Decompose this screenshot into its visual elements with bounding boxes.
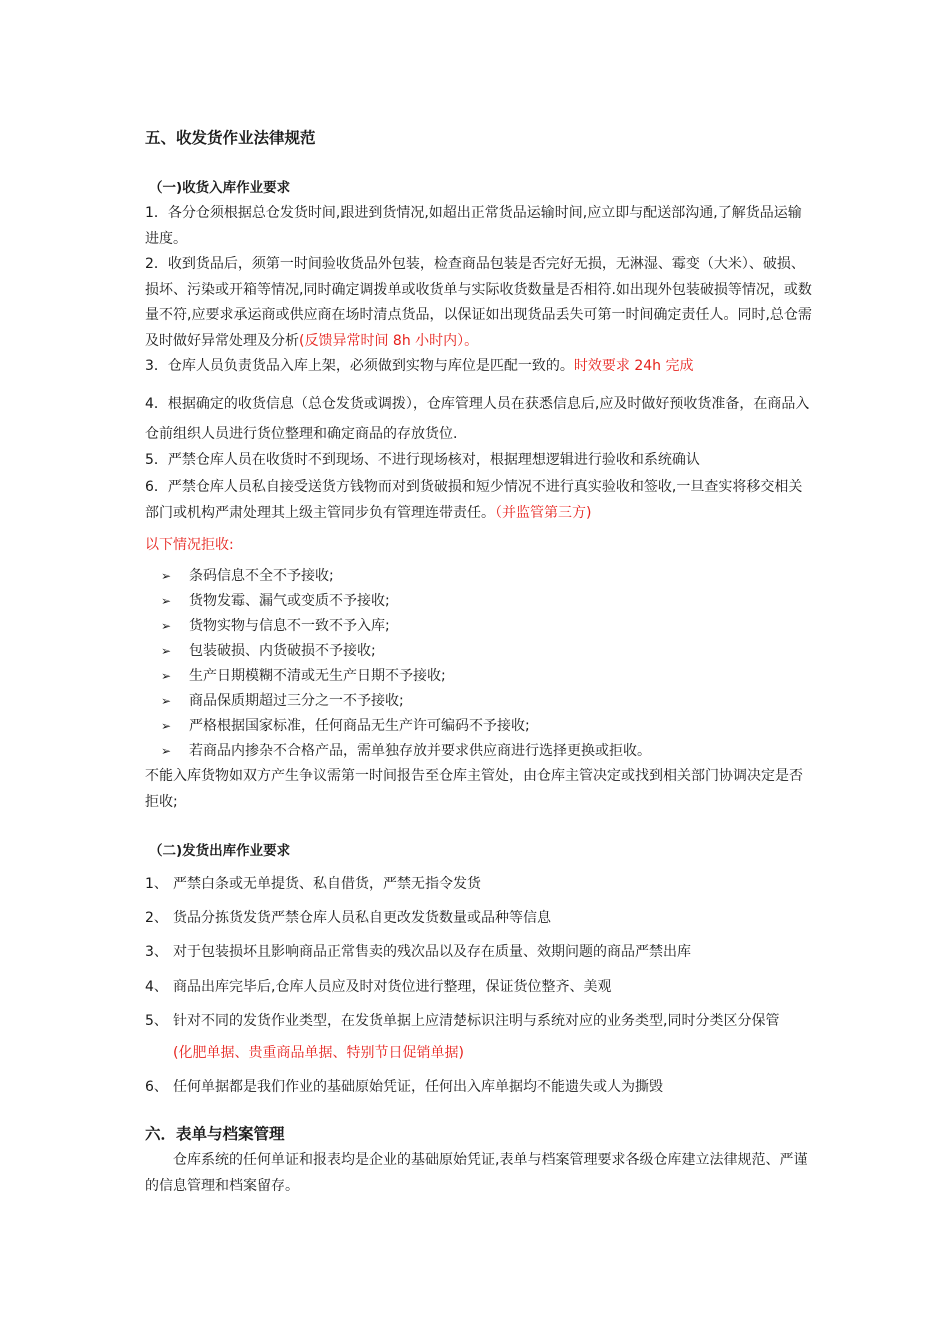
time-requirement-note: 时效要求 24h 完成 — [573, 358, 694, 374]
dispute-paragraph: 不能入库货物如双方产生争议需第一时间报告至仓库主管处，由仓库主管决定或找到相关部门协调决定是否拒收; — [145, 768, 803, 810]
list-item — [161, 690, 404, 710]
arrow-bullet-icon: ➢ — [161, 744, 172, 758]
list-item-text: 货物发霉、漏气或变质不予接收; — [189, 593, 390, 609]
list-item-number: 2、 — [145, 910, 168, 926]
arrow-bullet-icon: ➢ — [161, 644, 172, 658]
list-item — [145, 907, 551, 927]
list-item — [161, 590, 390, 610]
list-item — [145, 1010, 779, 1030]
list-item-number: 5、 — [145, 1013, 168, 1029]
list-item — [145, 873, 481, 893]
receiving-paragraph-1: 1．各分仓须根据总仓发货时间,跟进到货情况,如超出正常货品运输时间,应立即与配送部沟通,了解货品运输进度。 — [145, 205, 802, 247]
arrow-bullet-icon: ➢ — [161, 569, 172, 583]
list-item-text: 条码信息不全不予接收; — [189, 568, 334, 584]
list-item-text: 商品保质期超过三分之一不予接收; — [189, 693, 404, 709]
receiving-title: （一)收货入库作业要求 — [149, 180, 291, 196]
list-item — [161, 665, 446, 685]
receiving-paragraph-6 — [145, 475, 815, 526]
list-item — [161, 715, 530, 735]
receiving-paragraph-2-text: 2．收到货品后，须第一时间验收货品外包装，检查商品包装是否完好无损，无淋湿、霉变（大米）、破损、损坏、污染或开箱等情况,同时确定调拨单或收货单与实际收货数量是否相符.如出现外包装破损等情况，或数量不符,应要求承运商或供应商在场时清点货品，以保证如出现货品丢失可第一时间确定责任人。同时,总仓需及时做好异常处理及分析 — [145, 256, 812, 349]
receiving-paragraph-2 — [145, 252, 815, 354]
list-item — [161, 740, 651, 760]
list-item — [161, 565, 334, 585]
list-item — [145, 976, 611, 996]
list-item — [161, 615, 390, 635]
list-item-number: 6、 — [145, 1079, 168, 1095]
receiving-paragraph-3-text: 3．仓库人员负责货品入库上架，必须做到实物与库位是匹配一致的。 — [145, 358, 574, 374]
list-item-number: 1、 — [145, 876, 168, 892]
reject-title: 以下情况拒收: — [145, 537, 234, 553]
list-item-text: 若商品内掺杂不合格产品，需单独存放并要求供应商进行选择更换或拒收。 — [189, 743, 651, 759]
feedback-time-note: (反馈异常时间 8h 小时内）。 — [299, 332, 479, 349]
list-item-text: 货品分拣货发货严禁仓库人员私自更改发货数量或品种等信息 — [173, 910, 551, 926]
arrow-bullet-icon: ➢ — [161, 719, 172, 733]
receiving-paragraph-6-text: 6．严禁仓库人员私自接受送货方钱物而对到货破损和短少情况不进行真实验收和签收,一旦查实将移交相关部门或机构严肃处理其上级主管同步负有管理连带责任。 — [145, 479, 803, 521]
list-item-text: 针对不同的发货作业类型，在发货单据上应清楚标识注明与系统对应的业务类型,同时分类区分保管 — [173, 1013, 780, 1029]
list-item-text: 任何单据都是我们作业的基础原始凭证，任何出入库单据均不能遗失或人为撕毁 — [173, 1079, 663, 1095]
arrow-bullet-icon: ➢ — [161, 669, 172, 683]
section-5-title: 五、收发货作业法律规范 — [145, 129, 316, 147]
list-item-text: 对于包装损坏且影响商品正常售卖的残次品以及存在质量、效期问题的商品严禁出库 — [173, 944, 691, 960]
list-item-text: 严禁白条或无单提货、私自借货，严禁无指令发货 — [173, 876, 481, 892]
list-item — [161, 640, 376, 660]
shipping-title: （二)发货出库作业要求 — [149, 843, 291, 859]
list-item-text: 生产日期模糊不清或无生产日期不予接收; — [189, 668, 446, 684]
receiving-paragraph-5: 5．严禁仓库人员在收货时不到现场、不进行现场核对，根据理想逻辑进行验收和系统确认 — [145, 452, 700, 468]
list-item — [145, 941, 691, 961]
list-item — [145, 1076, 663, 1096]
arrow-bullet-icon: ➢ — [161, 694, 172, 708]
list-item-number: 3、 — [145, 944, 168, 960]
list-item-text: 商品出库完毕后,仓库人员应及时对货位进行整理，保证货位整齐、美观 — [173, 979, 612, 995]
list-item-text: 包装破损、内货破损不予接收; — [189, 643, 376, 659]
list-item-text: 货物实物与信息不一致不予入库; — [189, 618, 390, 634]
receiving-paragraph-4: 4．根据确定的收货信息（总仓发货或调拨），仓库管理人员在获悉信息后,应及时做好预收货准备，在商品入仓前组织人员进行货位整理和确定商品的存放货位. — [145, 396, 810, 442]
list-item-number: 4、 — [145, 979, 168, 995]
arrow-bullet-icon: ➢ — [161, 594, 172, 608]
section-6-paragraph: 仓库系统的任何单证和报表均是企业的基础原始凭证,表单与档案管理要求各级仓库建立法律规范、严谨的信息管理和档案留存。 — [145, 1152, 808, 1194]
arrow-bullet-icon: ➢ — [161, 619, 172, 633]
item-5-note: (化肥单据、贵重商品单据、特别节日促销单据) — [173, 1045, 464, 1061]
section-6-title: 六．表单与档案管理 — [145, 1125, 285, 1143]
receiving-paragraph-3 — [145, 354, 815, 380]
list-item-text: 严格根据国家标准，任何商品无生产许可编码不予接收; — [189, 718, 530, 734]
supervise-third-party-note: （并监管第三方) — [495, 504, 592, 521]
